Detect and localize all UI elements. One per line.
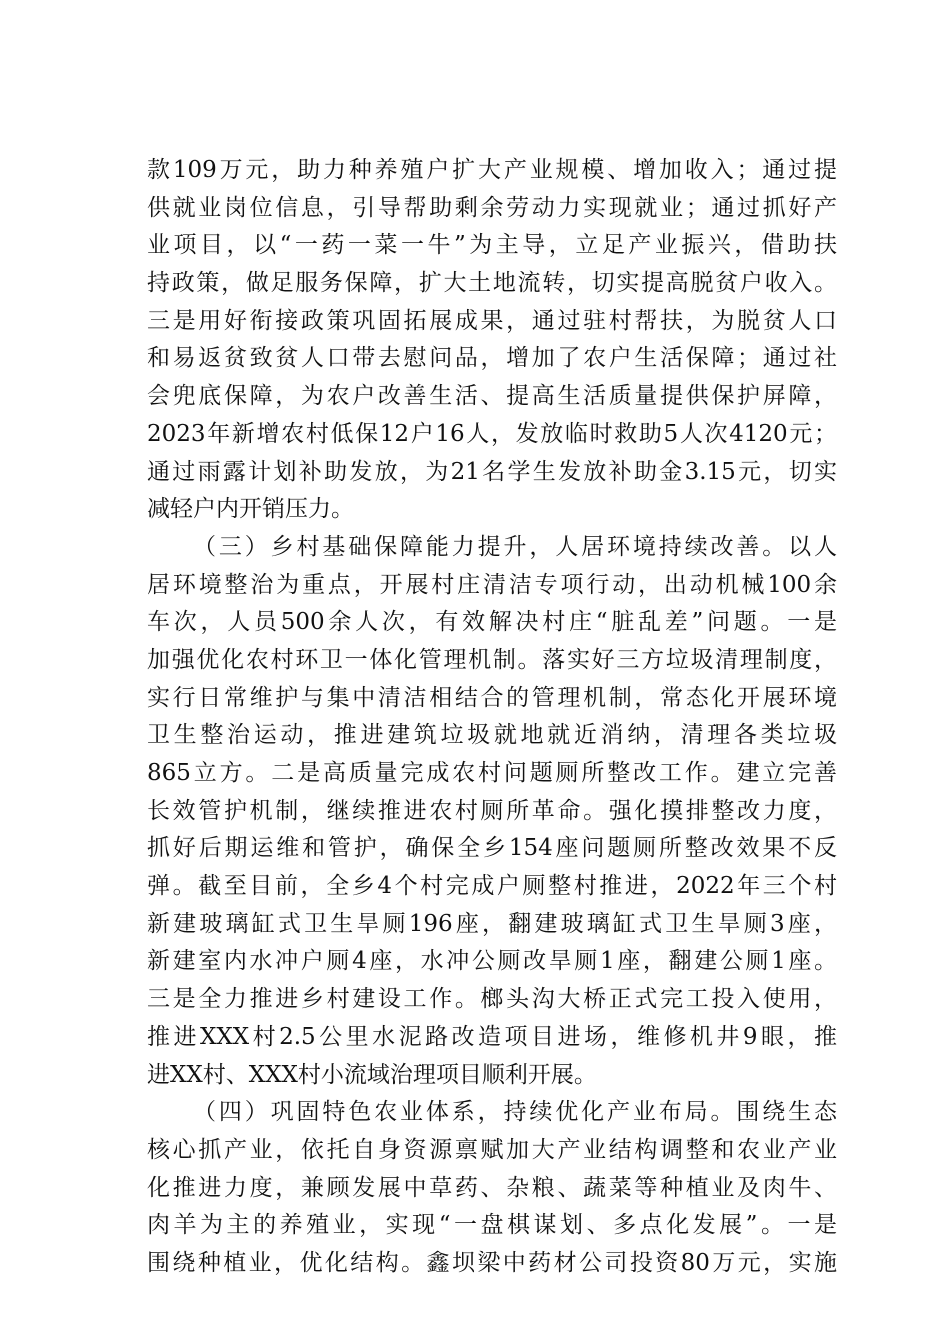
text-line: 居环境整治为重点，开展村庄清洁专项行动，出动机械100余 xyxy=(147,571,837,598)
text-line: 供就业岗位信息，引导帮助剩余劳动力实现就业；通过抓好产 xyxy=(147,194,837,221)
text-line: 围绕种植业，优化结构。鑫坝梁中药材公司投资80万元，实施 xyxy=(147,1249,837,1276)
text-line: 新建玻璃缸式卫生旱厕196座，翻建玻璃缸式卫生旱厕3座， xyxy=(147,910,837,937)
text-line: 实行日常维护与集中清洁相结合的管理机制，常态化开展环境 xyxy=(147,684,837,711)
text-line: 业项目，以“一药一菜一牛”为主导，立足产业振兴，借助扶 xyxy=(147,232,837,259)
text-line: 减轻户内开销压力。 xyxy=(147,496,354,523)
text-line: 长效管护机制，继续推进农村厕所革命。强化摸排整改力度， xyxy=(147,797,837,824)
section-heading-line: （四）巩固特色农业体系，持续优化产业布局。围绕生态 xyxy=(193,1099,837,1126)
text-line: 持政策，做足服务保障，扩大土地流转，切实提高脱贫户收入。 xyxy=(147,270,837,297)
text-line: 推进XXX村2.5公里水泥路改造项目进场，维修机井9眼，推 xyxy=(147,1023,837,1050)
text-line: 化推进力度，兼顾发展中草药、杂粮、蔬菜等种植业及肉牛、 xyxy=(147,1174,837,1201)
text-line: 抓好后期运维和管护，确保全乡154座问题厕所整改效果不反 xyxy=(147,835,837,862)
text-line: 和易返贫致贫人口带去慰问品，增加了农户生活保障；通过社 xyxy=(147,345,837,372)
text-line: 2023年新增农村低保12户16人，发放临时救助5人次4120元； xyxy=(147,420,837,447)
text-line: 进XX村、XXX村小流域治理项目顺利开展。 xyxy=(147,1061,597,1088)
text-line: 车次，人员500余人次，有效解决村庄“脏乱差”问题。一是 xyxy=(147,609,837,636)
text-line: 款109万元，助力种养殖户扩大产业规模、增加收入；通过提 xyxy=(147,157,837,183)
text-line: 三是用好衔接政策巩固拓展成果，通过驻村帮扶，为脱贫人口 xyxy=(147,307,837,334)
text-line: 865立方。二是高质量完成农村问题厕所整改工作。建立完善 xyxy=(147,760,837,786)
body-text xyxy=(147,152,837,1283)
text-line: 加强优化农村环卫一体化管理机制。落实好三方垃圾清理制度， xyxy=(147,646,837,673)
text-line: 会兜底保障，为农户改善生活、提高生活质量提供保护屏障， xyxy=(147,383,837,410)
text-line: 新建室内水冲户厕4座，水冲公厕改旱厕1座，翻建公厕1座。 xyxy=(147,948,837,975)
text-line: 通过雨露计划补助发放，为21名学生发放补助金3.15元，切实 xyxy=(147,458,837,485)
text-line: 弹。截至目前，全乡4个村完成户厕整村推进，2022年三个村 xyxy=(147,873,837,900)
text-line: 三是全力推进乡村建设工作。榔头沟大桥正式完工投入使用， xyxy=(147,986,837,1013)
text-line: 核心抓产业，依托自身资源禀赋加大产业结构调整和农业产业 xyxy=(147,1136,837,1163)
text-line: 肉羊为主的养殖业，实现“一盘棋谋划、多点化发展”。一是 xyxy=(147,1212,837,1239)
text-line: 卫生整治运动，推进建筑垃圾就地就近消纳，清理各类垃圾 xyxy=(147,722,837,749)
section-heading-line: （三）乡村基础保障能力提升，人居环境持续改善。以人 xyxy=(193,533,837,560)
